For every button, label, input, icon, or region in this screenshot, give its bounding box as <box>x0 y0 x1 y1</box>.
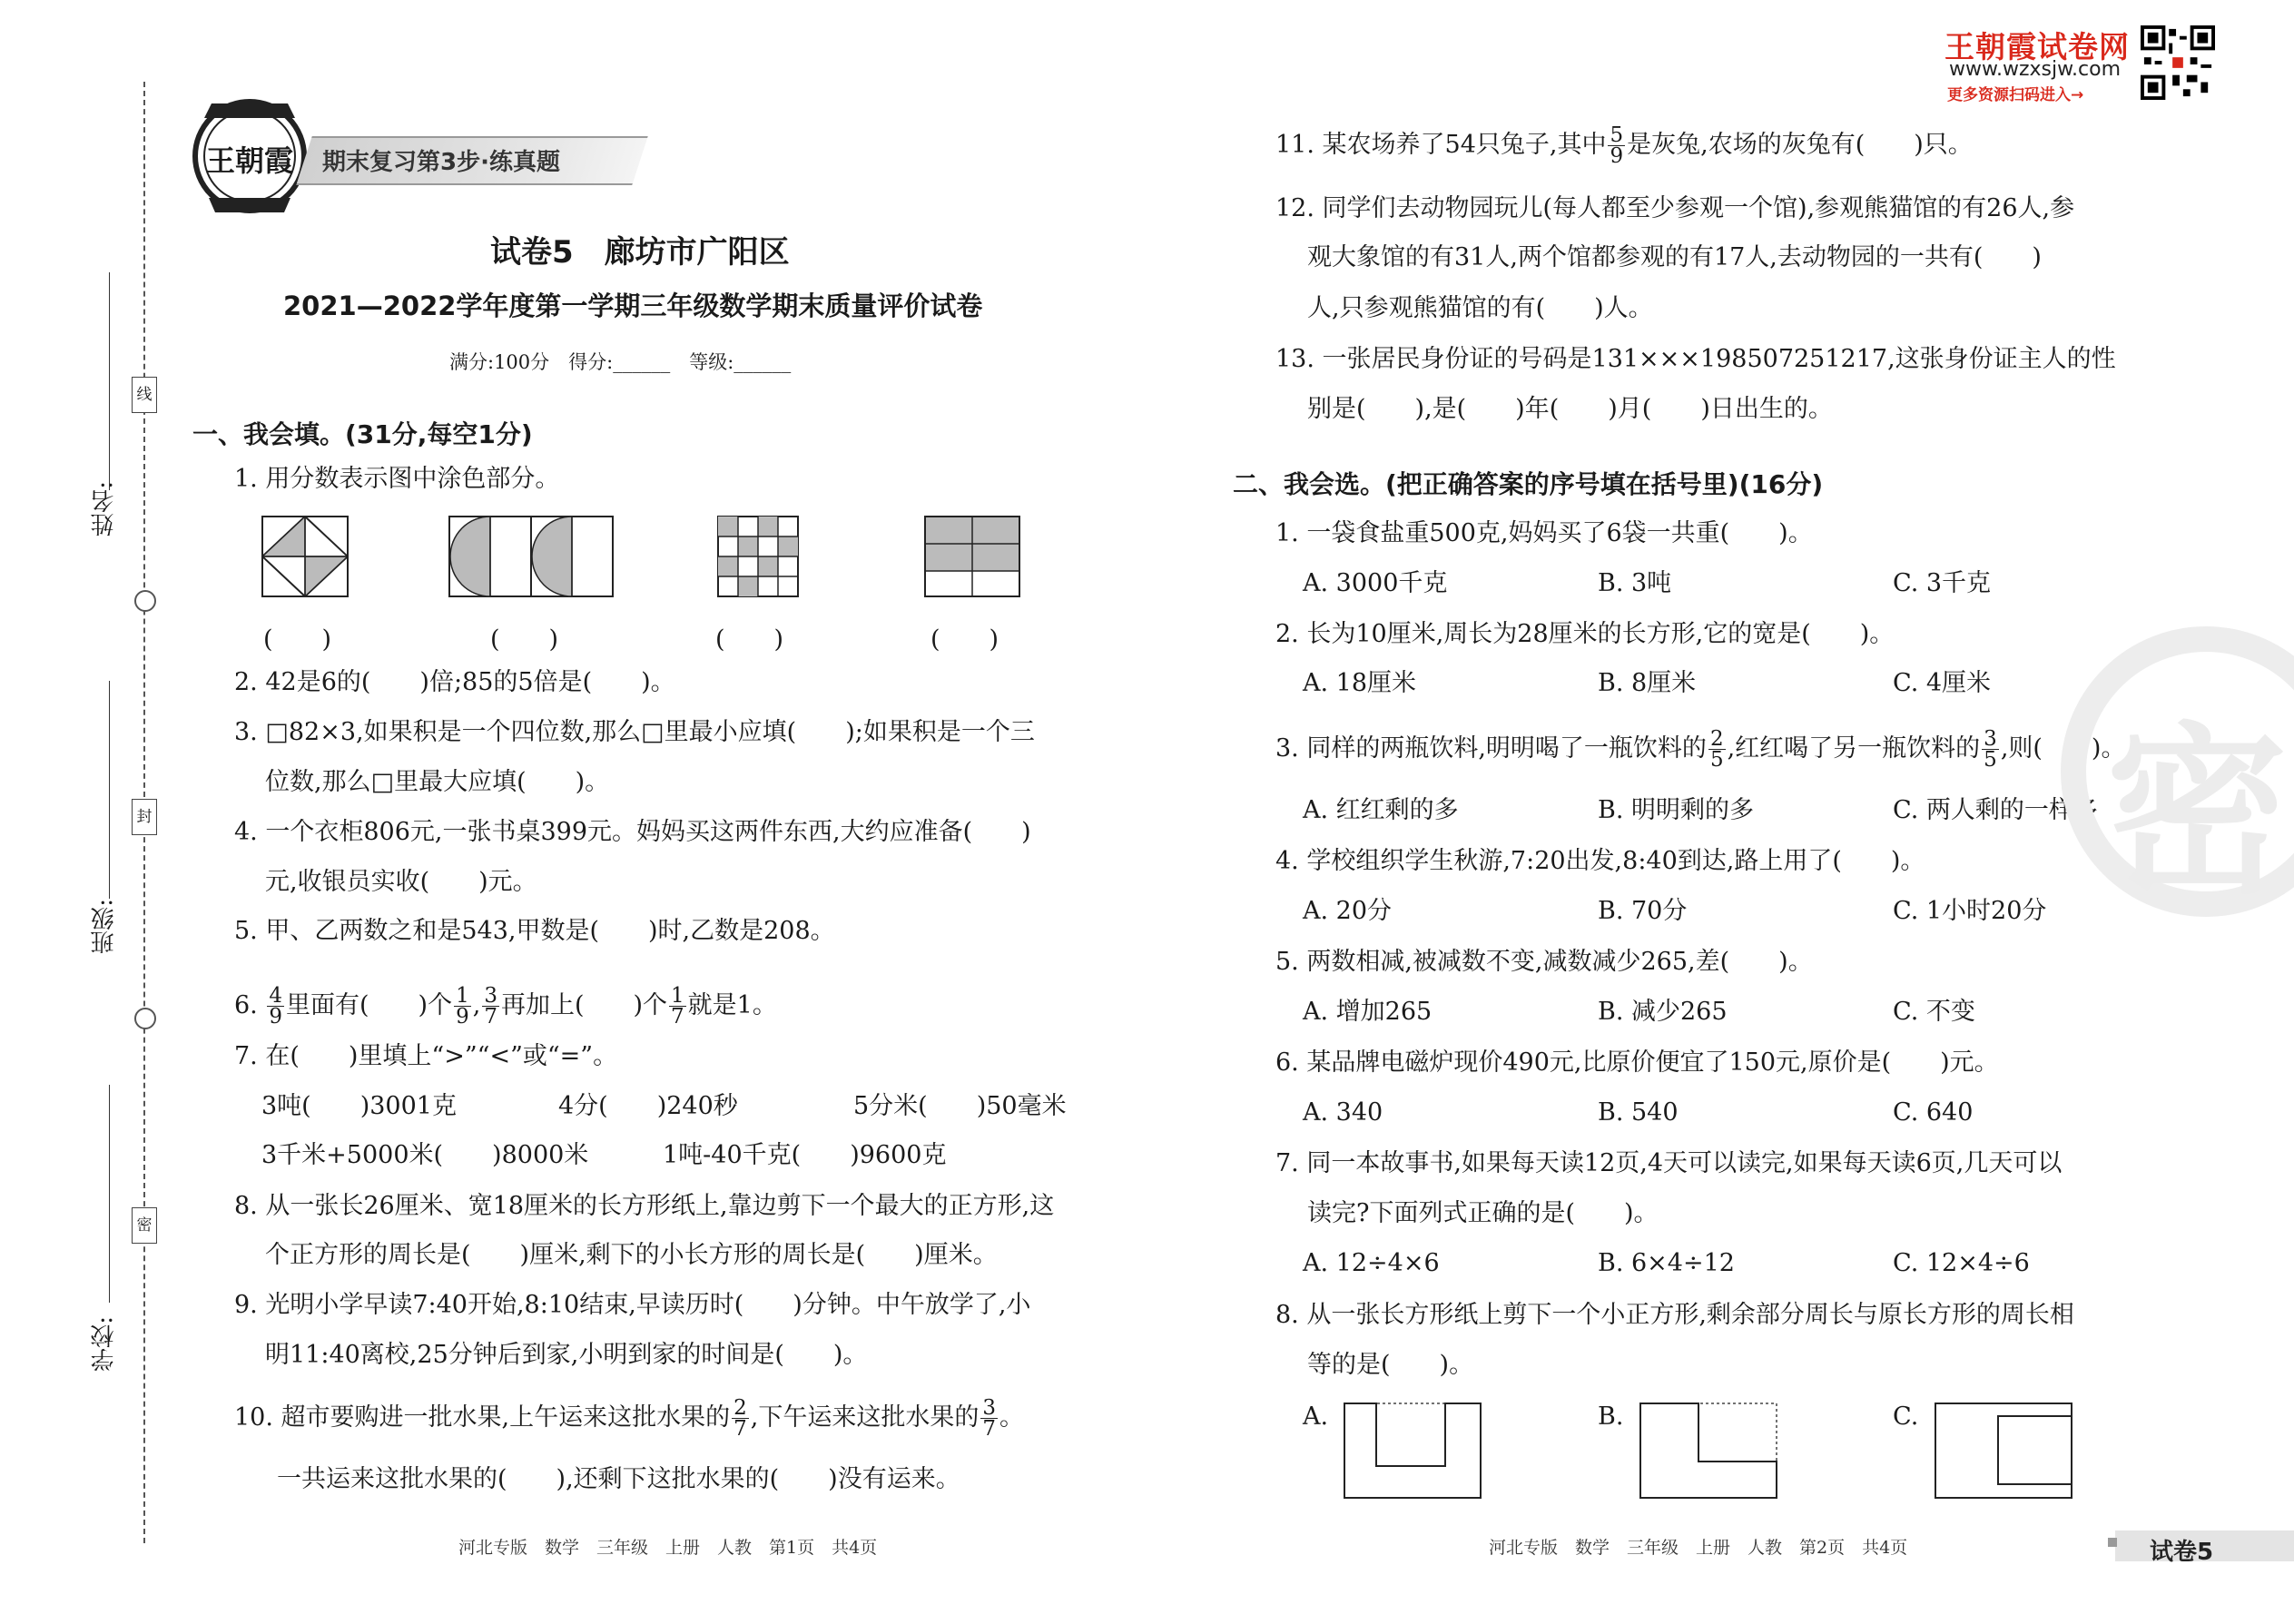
school-label: 学校: <box>91 1316 118 1372</box>
q13-line1: 13. 一张居民身份证的号码是131×××198507251217,这张身份证主人的性 <box>1275 345 2116 373</box>
qr-code-icon[interactable] <box>2141 25 2215 100</box>
s2-q7-line2: 读完?下面列式正确的是( )。 <box>1307 1199 1659 1227</box>
s2-q3-text-1: 3. 同样的两瓶饮料,明明喝了一瓶饮料的 <box>1275 734 1707 763</box>
logo-badge <box>186 91 313 218</box>
q10-line2: 一共运来这批水果的( ),还剩下这批水果的( )没有运来。 <box>277 1465 960 1493</box>
s2-q8-line2: 等的是( )。 <box>1307 1351 1474 1379</box>
q4-line2: 元,收银员实收( )元。 <box>265 868 537 896</box>
s2-q4: 4. 学校组织学生秋游,7:20出发,8:40到达,路上用了( )。 <box>1275 847 1925 875</box>
q1-answer-2[interactable]: ( ) <box>490 625 559 654</box>
name-fill-line <box>109 272 110 490</box>
q12-line2: 观大象馆的有31人,两个馆都参观的有17人,去动物园的一共有( ) <box>1307 243 2042 271</box>
q12-line1: 12. 同学们去动物园玩儿(每人都至少参观一个馆),参观熊猫馆的有26人,参 <box>1275 194 2075 222</box>
figure-grid-9 <box>717 516 799 597</box>
s2-q7-opt-a[interactable]: A. 12÷4×6 <box>1303 1249 1440 1277</box>
s2-q8-opt-c-label[interactable]: C. <box>1893 1403 1919 1431</box>
footer-right: 河北专版 数学 三年级 上册 人教 第2页 共4页 <box>1489 1538 1908 1558</box>
q10-fraction-3-7: $\frac{3}{7}$ <box>982 1396 996 1441</box>
section2-heading: 二、我会选。(把正确答案的序号填在括号里)(16分) <box>1233 469 1824 499</box>
name-label: 姓名: <box>91 481 118 536</box>
q1-answer-3[interactable]: ( ) <box>715 625 784 654</box>
footer-tag: 试卷5 <box>2150 1539 2214 1566</box>
footer-tag-dot <box>2108 1538 2117 1547</box>
s2-q7-opt-b[interactable]: B. 6×4÷12 <box>1598 1249 1735 1277</box>
figure-diamond-square <box>261 516 349 597</box>
s2-q6-opt-b[interactable]: B. 540 <box>1598 1098 1679 1127</box>
binding-tag-secret: 密 <box>132 1207 157 1244</box>
q9-line1: 9. 光明小学早读7:40开始,8:10结束,早读历时( )分钟。中午放学了,小 <box>234 1291 1031 1319</box>
s2-q4-opt-a[interactable]: A. 20分 <box>1303 897 1393 925</box>
s2-q1-opt-a[interactable]: A. 3000千克 <box>1303 569 1448 597</box>
q11-text-1: 11. 某农场养了54只兔子,其中 <box>1275 131 1607 159</box>
q7-item-4: 3千米+5000米( )8000米 <box>261 1141 589 1169</box>
s2-q3 <box>1275 722 2125 776</box>
q1-answer-4[interactable]: ( ) <box>930 625 999 654</box>
s2-q2-opt-b[interactable]: B. 8厘米 <box>1598 669 1697 697</box>
s2-q4-opt-c[interactable]: C. 1小时20分 <box>1893 897 2047 925</box>
q3-line2: 位数,那么□里最大应填( )。 <box>265 768 610 796</box>
footer-left: 河北专版 数学 三年级 上册 人教 第1页 共4页 <box>458 1538 878 1558</box>
q6-text-1: 里面有( )个 <box>286 991 453 1019</box>
q6-fraction-3-7: $\frac{3}{7}$ <box>484 984 497 1029</box>
q8-line2: 个正方形的周长是( )厘米,剩下的小长方形的周长是( )厘米。 <box>265 1241 998 1269</box>
q4-line1: 4. 一个衣柜806元,一张书桌399元。妈妈买这两件东西,大约应准备( ) <box>234 818 1031 846</box>
q6-fraction-1-9: $\frac{1}{9}$ <box>456 984 469 1029</box>
q6-text-4: 就是1。 <box>687 991 777 1019</box>
brand-tip: 更多资源扫码进入→ <box>1947 86 2084 104</box>
q13-line2: 别是( ),是( )年( )月( )日出生的。 <box>1307 395 1833 423</box>
q11 <box>1275 118 1973 172</box>
s2-q8-figure-a[interactable] <box>1344 1403 1482 1499</box>
q7-item-2: 4分( )240秒 <box>558 1092 738 1120</box>
s2-q5-opt-a[interactable]: A. 增加265 <box>1303 998 1433 1026</box>
s2-q1-opt-b[interactable]: B. 3吨 <box>1598 569 1672 597</box>
s2-q2: 2. 长为10厘米,周长为28厘米的长方形,它的宽是( )。 <box>1275 620 1895 648</box>
s2-q3-opt-c[interactable]: C. 两人剩的一样多 <box>1893 796 2098 824</box>
s2-q7-opt-c[interactable]: C. 12×4÷6 <box>1893 1249 2030 1277</box>
school-fill-line <box>109 1085 110 1303</box>
page-subtitle: 2021—2022学年度第一学期三年级数学期末质量评价试卷 <box>283 290 983 321</box>
q9-line2: 明11:40离校,25分钟后到家,小明到家的时间是( )。 <box>265 1341 868 1369</box>
binding-hole <box>134 590 156 612</box>
section1-heading: 一、我会填。(31分,每空1分) <box>192 419 533 449</box>
s2-q3-opt-a[interactable]: A. 红红剩的多 <box>1303 796 1459 824</box>
figure-half-circles <box>448 516 614 597</box>
class-fill-line <box>109 681 110 899</box>
s2-q3-fraction-3-5: $\frac{3}{5}$ <box>1984 727 1997 772</box>
s2-q1: 1. 一袋食盐重500克,妈妈买了6袋一共重( )。 <box>1275 519 1813 547</box>
s2-q8-line1: 8. 从一张长方形纸上剪下一个小正方形,剩余部分周长与原长方形的周长相 <box>1275 1301 2074 1329</box>
q8-line1: 8. 从一张长26厘米、宽18厘米的长方形纸上,靠边剪下一个最大的正方形,这 <box>234 1192 1055 1220</box>
binding-tag-seal: 封 <box>132 799 157 835</box>
s2-q1-opt-c[interactable]: C. 3千克 <box>1893 569 1992 597</box>
q10-text-1: 10. 超市要购进一批水果,上午运来这批水果的 <box>234 1403 731 1432</box>
q6 <box>234 979 777 1033</box>
s2-q8-figure-b[interactable] <box>1639 1403 1777 1499</box>
q5: 5. 甲、乙两数之和是543,甲数是( )时,乙数是208。 <box>234 917 835 945</box>
page-title: 试卷5 廊坊市广阳区 <box>490 234 790 271</box>
s2-q3-text-2: ,红红喝了另一瓶饮料的 <box>1727 734 1981 763</box>
q10-line1 <box>234 1391 1024 1445</box>
q1: 1. 用分数表示图中涂色部分。 <box>234 465 560 493</box>
s2-q5-opt-b[interactable]: B. 减少265 <box>1598 998 1728 1026</box>
banner-text: 期末复习第3步·练真题 <box>322 149 560 176</box>
q7-item-5: 1吨-40千克( )9600克 <box>663 1141 947 1169</box>
s2-q8-opt-b-label[interactable]: B. <box>1598 1403 1624 1431</box>
q6-fraction-1-7: $\frac{1}{7}$ <box>671 984 684 1029</box>
s2-q2-opt-a[interactable]: A. 18厘米 <box>1303 669 1417 697</box>
s2-q7-line1: 7. 同一本故事书,如果每天读12页,4天可以读完,如果每天读6页,几天可以 <box>1275 1149 2063 1177</box>
s2-q4-opt-b[interactable]: B. 70分 <box>1598 897 1688 925</box>
brand-url[interactable]: www.wzxsjw.com <box>1949 58 2122 81</box>
s2-q5-opt-c[interactable]: C. 不变 <box>1893 998 1975 1026</box>
q3-line1: 3. □82×3,如果积是一个四位数,那么□里最小应填( );如果积是一个三 <box>234 718 1035 746</box>
q6-fraction-4-9: $\frac{4}{9}$ <box>269 984 282 1029</box>
q6-text-2: , <box>472 991 481 1019</box>
binding-hole <box>134 1008 156 1029</box>
class-label: 班级: <box>91 899 118 954</box>
q11-fraction-5-9: $\frac{5}{9}$ <box>1610 123 1624 168</box>
q12-line3: 人,只参观熊猫馆的有( )人。 <box>1307 294 1653 322</box>
s2-q3-fraction-2-5: $\frac{2}{5}$ <box>1709 727 1724 772</box>
s2-q2-opt-c[interactable]: C. 4厘米 <box>1893 669 1992 697</box>
s2-q6-opt-c[interactable]: C. 640 <box>1893 1098 1974 1127</box>
q10-text-2: ,下午运来这批水果的 <box>750 1403 980 1432</box>
q1-answer-1[interactable]: ( ) <box>263 625 332 654</box>
q6-number: 6. <box>234 991 258 1019</box>
logo-text: 王朝霞 <box>206 143 294 178</box>
brand-title: 王朝霞试卷网 <box>1944 29 2130 64</box>
q7: 7. 在( )里填上“>”“<”或“=”。 <box>234 1042 618 1070</box>
q6-text-3: 再加上( )个 <box>500 991 668 1019</box>
q10-text-3: 。 <box>999 1403 1024 1432</box>
q10-fraction-2-7: $\frac{2}{7}$ <box>733 1396 747 1441</box>
s2-q8-opt-a-label[interactable]: A. <box>1303 1403 1329 1431</box>
s2-q5: 5. 两数相减,被减数不变,减数减少265,差( )。 <box>1275 948 1813 976</box>
s2-q8-figure-c[interactable] <box>1935 1403 2072 1499</box>
s2-q3-text-3: ,则( )。 <box>2000 734 2126 763</box>
q7-item-1: 3吨( )3001克 <box>261 1092 457 1120</box>
q7-item-3: 5分米( )50毫米 <box>853 1092 1067 1120</box>
s2-q6-opt-a[interactable]: A. 340 <box>1303 1098 1383 1127</box>
q11-text-2: 是灰兔,农场的灰兔有( )只。 <box>1627 131 1973 159</box>
s2-q6: 6. 某品牌电磁炉现价490元,比原价便宜了150元,原价是( )元。 <box>1275 1048 1999 1077</box>
q2: 2. 42是6的( )倍;85的5倍是( )。 <box>234 668 675 696</box>
s2-q3-opt-b[interactable]: B. 明明剩的多 <box>1598 796 1755 824</box>
figure-rect-grid <box>924 516 1020 597</box>
score-line: 满分:100分 得分:______ 等级:______ <box>449 351 792 373</box>
binding-tag-line: 线 <box>132 377 157 413</box>
watermark-text: 密 <box>2106 707 2289 919</box>
